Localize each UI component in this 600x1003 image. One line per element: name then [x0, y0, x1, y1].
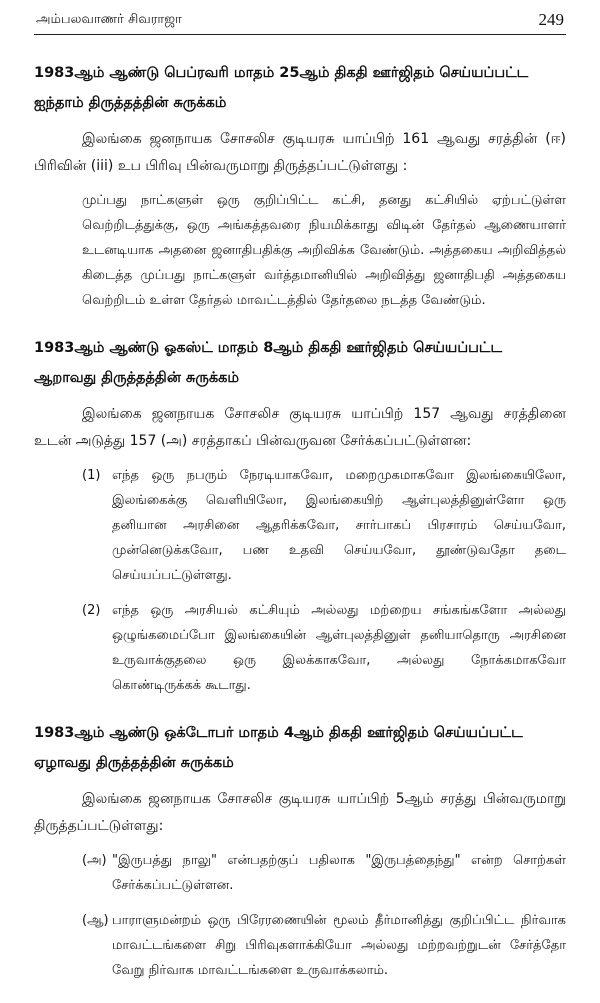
item-text: எந்த ஒரு அரசியல் கட்சியும் அல்லது மற்றைய சங்கங்களோ அல்லது ஒழுங்கமைப்போ இலங்கையின் ஆள்புலத்தினுள் தனியாதொரு அரசினை உருவாக்குதலை ஒரு இலக்காகவோ, அல்லது நோக்கமாகவோ கொண்டிருக்கக் கூடாது. — [112, 603, 566, 693]
list-item — [82, 598, 566, 698]
item-marker: (2) — [82, 603, 101, 618]
list-item — [82, 463, 566, 588]
section-intro: இலங்கை ஜனநாயக சோசலிச குடியரசு யாப்பிற் 161 ஆவது சரத்தின் (ஈ) பிரிவின் (iii) உப பிரிவு பின்வருமாறு திருத்தப்பட்டுள்ளது : — [34, 131, 566, 174]
page-number: 249 — [538, 10, 564, 29]
item-text: எந்த ஒரு நபரும் நேரடியாகவோ, மறைமுகமாகவோ இலங்கையிலோ, இலங்கைக்கு வெளியிலோ, இலங்கையிற் ஆள்புலத்தினுள்ளோ ஒரு தனியான அரசினை ஆதரிக்கவோ, சார்பாகப் பிரசாரம் செய்யவோ, முன்னெடுக்கவோ, பண உதவி செய்யவோ, தூண்டுவதோ தடை செய்யப்பட்டுள்ளது. — [112, 468, 566, 583]
item-text: பாராளுமன்றம் ஒரு பிரேரணையின் மூலம் தீர்மானித்து குறிப்பிட்ட நிர்வாக மாவட்டங்களை சிறு பிரிவுகளாக்கியோ அல்லது மற்றவற்றுடன் சேர்த்தோ வேறு நிர்வாக மாவட்டங்களை உருவாக்கலாம். — [112, 913, 566, 978]
list-item — [82, 908, 566, 983]
section-title: 1983ஆம் ஆண்டு ஓகஸ்ட் மாதம் 8ஆம் திகதி ஊர்ஜிதம் செய்யப்பட்ட ஆறாவது திருத்தத்தின் சுருக்கம் — [34, 340, 502, 386]
section-fifth-amendment — [34, 58, 566, 313]
section-intro: இலங்கை ஜனநாயக சோசலிச குடியரசு யாப்பிற் 5ஆம் சரத்து பின்வருமாறு திருத்தப்பட்டுள்ளது: — [34, 791, 566, 834]
item-marker: (1) — [82, 468, 101, 483]
item-marker: (ஆ) — [82, 913, 109, 928]
item-text: "இருபத்து நாலு" என்பதற்குப் பதிலாக "இருபத்தைந்து" என்ற சொற்கள் சேர்க்கப்பட்டுள்ளன. — [112, 853, 566, 893]
section-sixth-amendment — [34, 333, 566, 698]
list-item — [82, 848, 566, 898]
page-header — [34, 10, 566, 35]
section-seventh-amendment — [34, 718, 566, 983]
section-title: 1983ஆம் ஆண்டு ஒக்டோபர் மாதம் 4ஆம் திகதி ஊர்ஜிதம் செய்யப்பட்ட ஏழாவது திருத்தத்தின் சுருக்கம் — [34, 725, 523, 771]
section-intro: இலங்கை ஜனநாயக சோசலிச குடியரசு யாப்பிற் 157 ஆவது சரத்தினை உடன் அடுத்து 157 (அ) சரத்தாகப் பின்வருவன சேர்க்கப்பட்டுள்ளன: — [34, 406, 566, 449]
running-head-author: அம்பலவாணர் சிவராஜா — [36, 12, 182, 27]
section-title: 1983ஆம் ஆண்டு பெப்ரவரி மாதம் 25ஆம் திகதி ஊர்ஜிதம் செய்யப்பட்ட ஐந்தாம் திருத்தத்தின் சுருக்கம் — [34, 65, 529, 111]
page-body — [34, 58, 566, 1003]
amendment-quote: முப்பது நாட்களுள் ஒரு குறிப்பிட்ட கட்சி, தனது கட்சியில் ஏற்பட்டுள்ள வெற்றிடத்துக்கு, ஒரு அங்கத்தவரை நியமிக்காது விடின் தேர்தல் ஆணையாளர் உடனடியாக அதனை ஜனாதிபதிக்கு அறிவிக்க வேண்டும். அத்தகைய அறிவித்தல் கிடைத்த முப்பது நாட்களுள் வர்த்தமானியில் அறிவித்து ஜனாதிபதி அத்தகைய வெற்றிடம் உள்ள தேர்தல் மாவட்டத்தில் தேர்தலை நடத்த வேண்டும். — [82, 193, 566, 308]
item-marker: (அ) — [82, 853, 107, 868]
